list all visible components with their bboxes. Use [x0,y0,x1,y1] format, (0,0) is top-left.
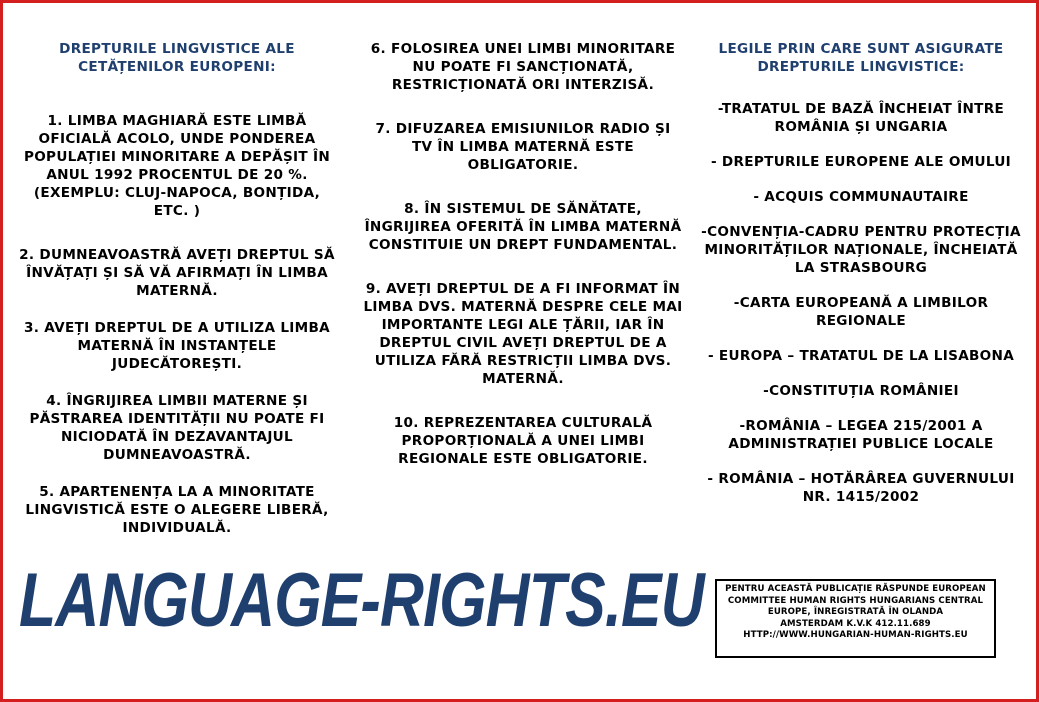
publisher-line: AMSTERDAM K.V.K 412.11.689 [780,618,931,629]
law-item: - ACQUIS COMMUNAUTAIRE [753,189,969,205]
publisher-line: PENTRU ACEASTĂ PUBLICAȚIE RĂSPUNDE EUROPEAN [725,584,986,594]
law-item: -CARTA EUROPEANĂ A LIMBILOR REGIONALE [733,295,989,329]
publisher-line: COMMITTEE HUMAN RIGHTS HUNGARIANS CENTRAL [727,595,984,606]
law-item: -ROMÂNIA – LEGEA 215/2001 A ADMINISTRAȚIEI PUBLICE LOCALE [728,418,994,452]
publisher-box [715,579,996,658]
right-item-8: 8. ÎN SISTEMUL DE SĂNĂTATE, ÎNGRIJIREA OFERITĂ ÎN LIMBA MATERNĂ CONSTITUIE UN DREPT FUNDAMENTAL. [364,201,682,253]
right-item-4: 4. ÎNGRIJIREA LIMBII MATERNE ȘI PĂSTRAREA IDENTITĂȚII NU POATE FI NICIODATĂ ÎN DEZAVANTAJUL DUMNEAVOASTRĂ. [29,393,325,463]
left-column [19,40,335,556]
middle-column [363,40,683,494]
right-column [699,40,1023,523]
right-item-1: 1. LIMBA MAGHIARĂ ESTE LIMBĂ OFICIALĂ ACOLO, UNDE PONDEREA POPULAȚIEI MINORITARE A DEPĂȘIT ÎN ANUL 1992 PROCENTUL DE 20 %. (EXEMPLU: CLUJ-NAPOCA, BONȚIDA, ETC. ) [23,113,331,219]
law-item: - ROMÂNIA – HOTĂRÂREA GUVERNULUI NR. 1415/2002 [707,471,1015,505]
law-item: - EUROPA – TRATATUL DE LA LISABONA [707,348,1015,364]
brand-logo-text: LANGUAGE-RIGHTS.EU [19,558,704,643]
right-item-10: 10. REPREZENTAREA CULTURALĂ PROPORȚIONALĂ A UNEI LIMBI REGIONALE ESTE OBLIGATORIE. [393,415,653,467]
law-item: -CONVENȚIA-CADRU PENTRU PROTECȚIA MINORITĂȚILOR NAȚIONALE, ÎNCHEIATĂ LA STRASBOURG [701,224,1021,276]
right-item-2: 2. DUMNEAVOASTRĂ AVEȚI DREPTUL SĂ ÎNVĂȚAȚI ȘI SĂ VĂ AFIRMAȚI ÎN LIMBA MATERNĂ. [19,247,335,299]
right-item-3: 3. AVEȚI DREPTUL DE A UTILIZA LIMBA MATERNĂ ÎN INSTANȚELE JUDECĂTOREȘTI. [24,320,330,372]
publisher-line: EUROPE, ÎNREGISTRATĂ ÎN OLANDA [767,607,944,618]
right-item-7: 7. DIFUZAREA EMISIUNILOR RADIO ȘI TV ÎN LIMBA MATERNĂ ESTE OBLIGATORIE. [375,121,671,173]
law-item: -TRATATUL DE BAZĂ ÎNCHEIAT ÎNTRE ROMÂNIA ȘI UNGARIA [717,101,1005,135]
law-item: - DREPTURILE EUROPENE ALE OMULUI [710,154,1012,170]
law-item: -CONSTITUȚIA ROMÂNIEI [763,383,959,399]
laws-heading: LEGILE PRIN CARE SUNT ASIGURATE DREPTURILE LINGVISTICE: [718,41,1004,75]
publisher-url: HTTP://WWW.HUNGARIAN-HUMAN-RIGHTS.EU [743,630,968,641]
right-item-5: 5. APARTENENȚA LA A MINORITATE LINGVISTICĂ ESTE O ALEGERE LIBERĂ, INDIVIDUALĂ. [25,484,329,536]
right-item-6: 6. FOLOSIREA UNEI LIMBI MINORITARE NU POATE FI SANCȚIONATĂ, RESTRICȚIONATĂ ORI INTERZISĂ. [370,41,676,93]
left-heading: DREPTURILE LINGVISTICE ALE CETĂȚENILOR EUROPENI: [59,41,295,75]
right-item-9: 9. AVEȚI DREPTUL DE A FI INFORMAT ÎN LIMBA DVS. MATERNĂ DESPRE CELE MAI IMPORTANTE LEGI ALE ȚĂRII, IAR ÎN DREPTUL CIVIL AVEȚI DREPTUL DE A UTILIZA FĂRĂ RESTRICȚII LIMBA DVS. MATERNĂ. [363,281,683,387]
